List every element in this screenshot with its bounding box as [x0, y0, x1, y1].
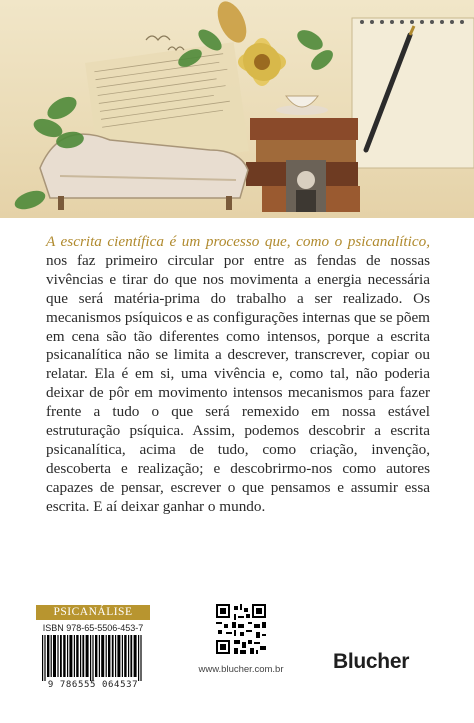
- barcode-digits: 9 786555 064537: [47, 680, 139, 690]
- barcode-icon: [36, 635, 150, 681]
- qr-code-icon: [216, 604, 266, 654]
- body-paragraph: nos faz primeiro circular por entre as fendas de nossas vivências e tirar do que nos movimenta a energia necessária que será matéria-prima do trabalho a ser realizado. Os mecanismos psíquicos e as configurações internas que se põem em cena são tão diferentes como intensos, porque a escrita psicanalítica não se limita a descrever, transcrever, copiar ou relatar. Ela é em si, uma vivência e, como tal, não poderia deixar de pôr em movimento intensos mecanismos para fazer frente a tudo o que será remexido em nossa estável estruturação psíquica. Assim, podemos descobrir a escrita psicanalítica, acima de tudo, como criação, invenção, descoberta e realização; e descobrirmo-nos como autores capazes de pensar, escrever o que pensamos e assumir essa escrita. E aí deixar ganhar o mundo.: [46, 251, 430, 515]
- category-badge: PSICANÁLISE: [36, 605, 150, 620]
- isbn-number: ISBN 978-65-5506-453-7: [42, 623, 144, 633]
- publisher-logo: Blucher: [333, 650, 410, 673]
- publisher-url[interactable]: www.blucher.com.br: [198, 664, 284, 675]
- isbn-block: [36, 605, 150, 690]
- lead-sentence: A escrita científica é um processo que, como o psicanalítico,: [46, 233, 430, 250]
- back-cover-text: [46, 233, 430, 517]
- cover-illustration: [0, 0, 474, 218]
- collage-illustration: [0, 0, 474, 218]
